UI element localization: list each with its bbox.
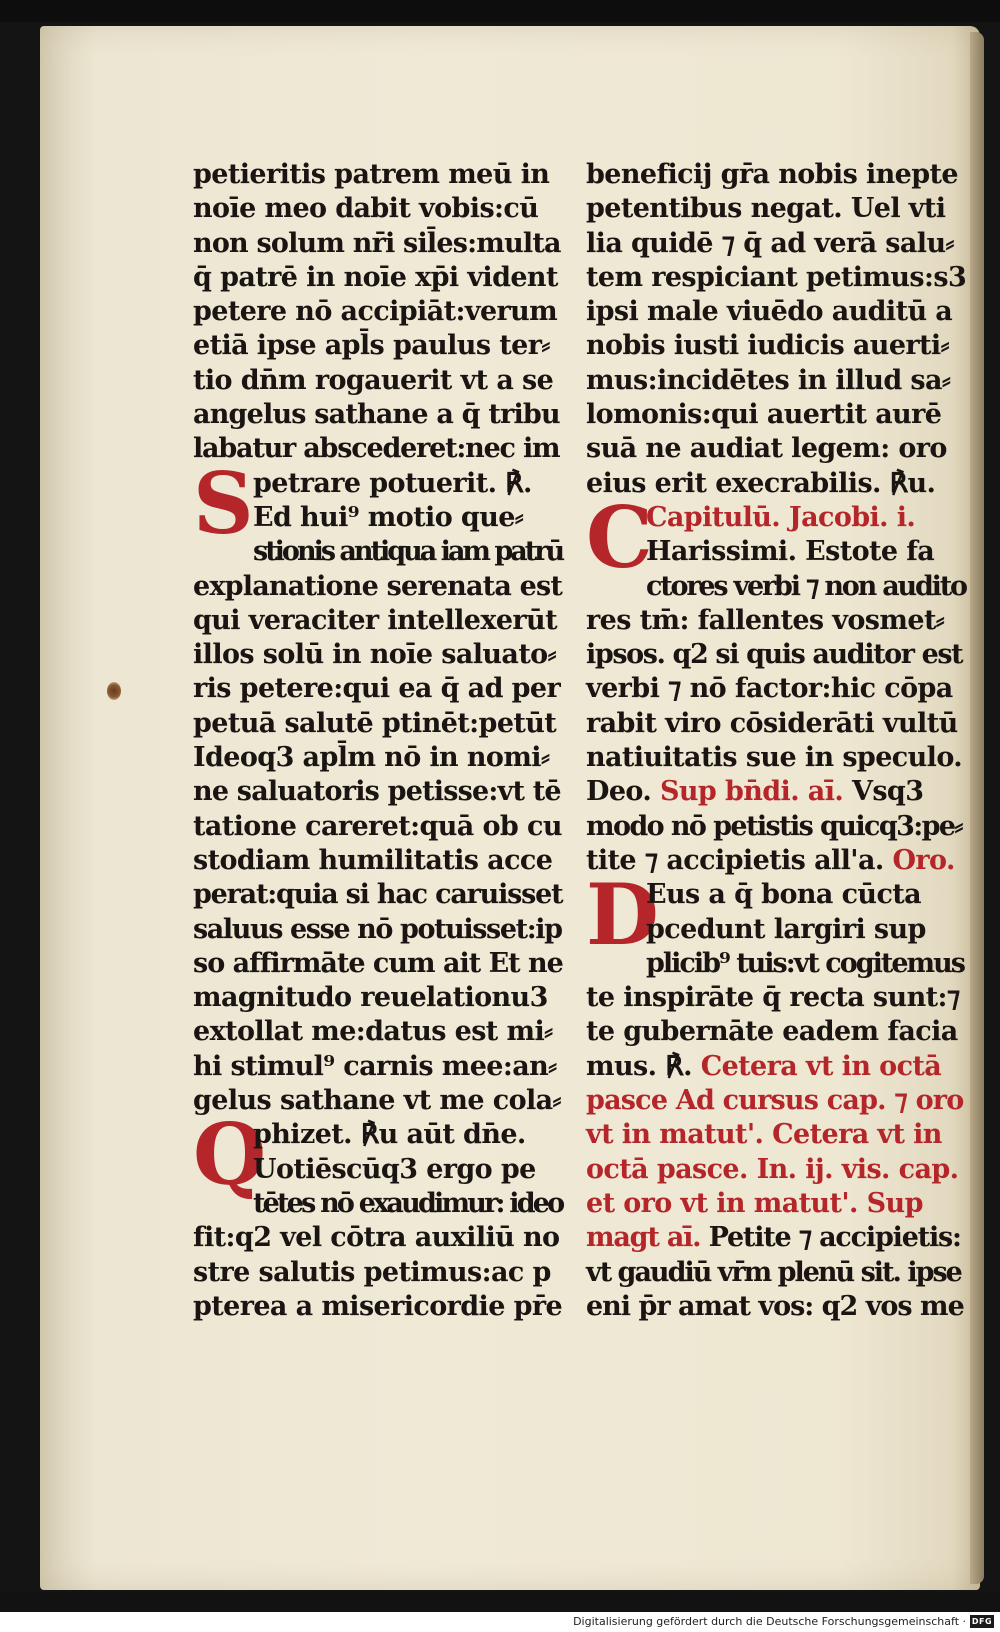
line-text: ne saluatoris petisse:vt tē (193, 776, 561, 808)
text-line (193, 947, 563, 981)
funding-notice: Digitalisierung gefördert durch die Deutsche Forschungsgemeinschaft · (573, 1615, 966, 1628)
line-text: Ideoq3 apl̄m nō in nomi⸗ (193, 742, 550, 774)
line-text: suā ne audiat legem: oro (586, 433, 947, 465)
drop-initial: S (193, 453, 254, 553)
line-text: ris petere:qui ea q̄ ad per (193, 673, 561, 705)
drop-initial: C (586, 487, 653, 587)
text-line (586, 1050, 966, 1084)
rubric-text: octā pasce. In. ij. vis. cap. (586, 1153, 959, 1185)
line-text: mus. ℟. (586, 1050, 692, 1082)
text-line (586, 295, 966, 329)
text-line (586, 810, 966, 844)
line-text: petere nō accipiāt:verum (193, 296, 558, 328)
text-line (586, 775, 966, 809)
page-edge (970, 32, 984, 1584)
text-line (586, 1290, 966, 1324)
text-line (586, 227, 966, 261)
line-text: non solum nr̄i sil̄es:multa (193, 227, 561, 259)
text-line (586, 741, 966, 775)
text-line (193, 810, 563, 844)
text-line (193, 1084, 563, 1118)
drop-initial: D (586, 865, 659, 965)
text-line (586, 1153, 966, 1187)
line-text: angelus sathane a q̄ tribu (193, 399, 560, 431)
line-text: Ed hui⁹ motio que⸗ (253, 501, 524, 533)
line-text: eius erit execrabilis. ℟u. (586, 467, 936, 499)
line-text: ipsi male viuēdo auditū a (586, 296, 953, 328)
text-line (193, 878, 563, 912)
text-line (586, 1187, 966, 1221)
text-line (586, 1118, 966, 1152)
rubric-text: Cetera vt in octā (700, 1050, 942, 1082)
line-text: tētes nō exaudimur: ideo (253, 1187, 563, 1219)
line-text: natiuitatis sue in speculo. (586, 742, 963, 774)
line-text: Deo. (586, 776, 652, 808)
text-line (193, 432, 563, 466)
text-line (586, 1221, 966, 1255)
text-line (193, 261, 563, 295)
line-text: beneficij gr̄a nobis inepte (586, 159, 958, 190)
line-text: Petite ⁊ accipietis: (708, 1222, 961, 1254)
text-line (193, 227, 563, 261)
left-text-column (193, 158, 563, 1324)
line-text: ipsos. q2 si quis auditor est (586, 639, 963, 671)
line-text: Eus a q̄ bona cūcta (646, 879, 922, 911)
line-text: petieritis patrem meū in (193, 159, 550, 190)
line-text: magnitudo reuelationu3 (193, 982, 548, 1014)
line-text: etiā ipse apl̄s paulus ter⸗ (193, 330, 550, 362)
line-text: nobis iusti iudicis auerti⸗ (586, 330, 949, 362)
text-line (193, 844, 563, 878)
line-text: stre salutis petimus:ac p (193, 1256, 551, 1288)
line-text: Harissimi. Estote fa (646, 536, 935, 568)
text-line (586, 398, 966, 432)
text-line (193, 1256, 563, 1290)
text-line (193, 295, 563, 329)
text-line (586, 672, 966, 706)
line-text: eni p̄r amat vos: q2 vos me (586, 1290, 964, 1322)
text-line (193, 981, 563, 1015)
text-line (586, 158, 966, 192)
paper-stain (107, 682, 121, 700)
line-text: extollat me:datus est mi⸗ (193, 1016, 553, 1048)
right-text-column (586, 158, 966, 1324)
text-line (193, 913, 563, 947)
line-text: tio dn̄m rogauerit vt a se (193, 364, 554, 396)
text-line (193, 364, 563, 398)
text-line (193, 741, 563, 775)
rubric-text: pasce Ad cursus cap. ⁊ oro (586, 1085, 964, 1117)
line-text: modo nō petistis quicq3:pe⸗ (586, 810, 962, 842)
line-text: fit:q2 vel cōtra auxiliū no (193, 1222, 560, 1254)
rubric-text: Capitulū. Jacobi. i. (646, 501, 916, 533)
line-text: phizet. ℟u aūt dn̄e. (253, 1119, 526, 1151)
line-text: petuā salutē ptinēt:petūt (193, 707, 557, 739)
text-line (193, 1221, 563, 1255)
line-text: plicib⁹ tuis:vt cogitemus (646, 947, 964, 979)
text-line (193, 707, 563, 741)
line-text: stodiam humilitatis acce (193, 844, 553, 876)
line-text: explanatione serenata est (193, 570, 563, 602)
line-text: pterea a misericordie pr̄e (193, 1290, 563, 1322)
text-line (193, 1290, 563, 1324)
line-text: lomonis:qui auertit aurē (586, 399, 942, 431)
text-line (586, 1084, 966, 1118)
line-text: illos solū in noīe saluato⸗ (193, 639, 556, 671)
rubric-text: Sup bn̄di. aī̄. (659, 776, 844, 808)
line-text: lia quidē ⁊ q̄ ad verā salu⸗ (586, 227, 954, 259)
text-line (193, 1015, 563, 1049)
text-line (586, 638, 966, 672)
line-text: Uotiēscūq3 ergo pe (253, 1153, 536, 1185)
rubric-text: vt in matut'. Cetera vt in (586, 1119, 942, 1151)
line-text: te gubernāte eadem facia (586, 1016, 958, 1048)
line-text: rabit viro cōsiderāti vultū (586, 707, 958, 739)
text-line (193, 604, 563, 638)
line-text: noīe meo dabit vobis:cū (193, 193, 539, 225)
text-line (193, 1050, 563, 1084)
line-text: labatur abscederet:nec im (193, 433, 560, 465)
text-line (586, 467, 966, 501)
text-line (586, 844, 966, 878)
rubric-text: et oro vt in matut'. Sup (586, 1187, 923, 1219)
line-text: perat:quia si hac caruisset (193, 879, 563, 911)
text-line (193, 775, 563, 809)
text-line (586, 1015, 966, 1049)
text-line (586, 707, 966, 741)
line-text: tite ⁊ accipietis all'a. (586, 844, 884, 876)
line-text: Vsq3 (851, 776, 924, 808)
text-line (586, 604, 966, 638)
line-text: te inspirāte q̄ recta sunt:⁊ (586, 982, 960, 1014)
text-line (586, 1256, 966, 1290)
text-line (586, 261, 966, 295)
line-text: petrare potuerit. ℟. (253, 467, 532, 499)
text-line (193, 329, 563, 363)
text-line (586, 192, 966, 226)
line-text: mus:incidētes in illud sa⸗ (586, 364, 951, 396)
drop-initial: Q (193, 1105, 267, 1205)
rubric-text: magt aī̄. (586, 1222, 701, 1254)
text-line (586, 432, 966, 466)
text-line (193, 672, 563, 706)
line-text: stionis antiqua iam patrū (253, 536, 563, 568)
line-text: petentibus negat. Uel vti (586, 193, 946, 225)
scan-border-top (0, 0, 1000, 22)
line-text: saluus esse nō potuisset:ip (193, 913, 562, 945)
line-text: vt gaudiū vr̄m plenū sit. ipse (586, 1256, 961, 1288)
line-text: gelus sathane vt me cola⸗ (193, 1085, 561, 1117)
line-text: pcedunt largiri sup (646, 913, 926, 945)
rubric-text: Oro. (892, 844, 955, 876)
text-line (193, 638, 563, 672)
line-text: so affirmāte cum ait Et ne (193, 947, 563, 979)
line-text: ctores verbi ⁊ non audito (646, 570, 966, 602)
digitization-footer (0, 1612, 1000, 1632)
text-line (193, 398, 563, 432)
line-text: qui veraciter intellexerūt (193, 604, 557, 636)
line-text: res tm̄: fallentes vosmet⸗ (586, 604, 945, 636)
line-text: tem respiciant petimus:s3 (586, 261, 967, 293)
dfg-logo: DFG (971, 1617, 993, 1626)
line-text: hi stimul⁹ carnis mee:an⸗ (193, 1050, 557, 1082)
text-line (586, 981, 966, 1015)
text-line (586, 329, 966, 363)
line-text: tatione careret:quā ob cu (193, 810, 562, 842)
line-text: q̄ patrē in noīe xp̄i vident (193, 261, 558, 293)
text-line (193, 570, 563, 604)
line-text: verbi ⁊ nō factor:hic cōpa (586, 673, 953, 705)
text-line (586, 364, 966, 398)
text-line (193, 158, 563, 192)
text-line (193, 192, 563, 226)
